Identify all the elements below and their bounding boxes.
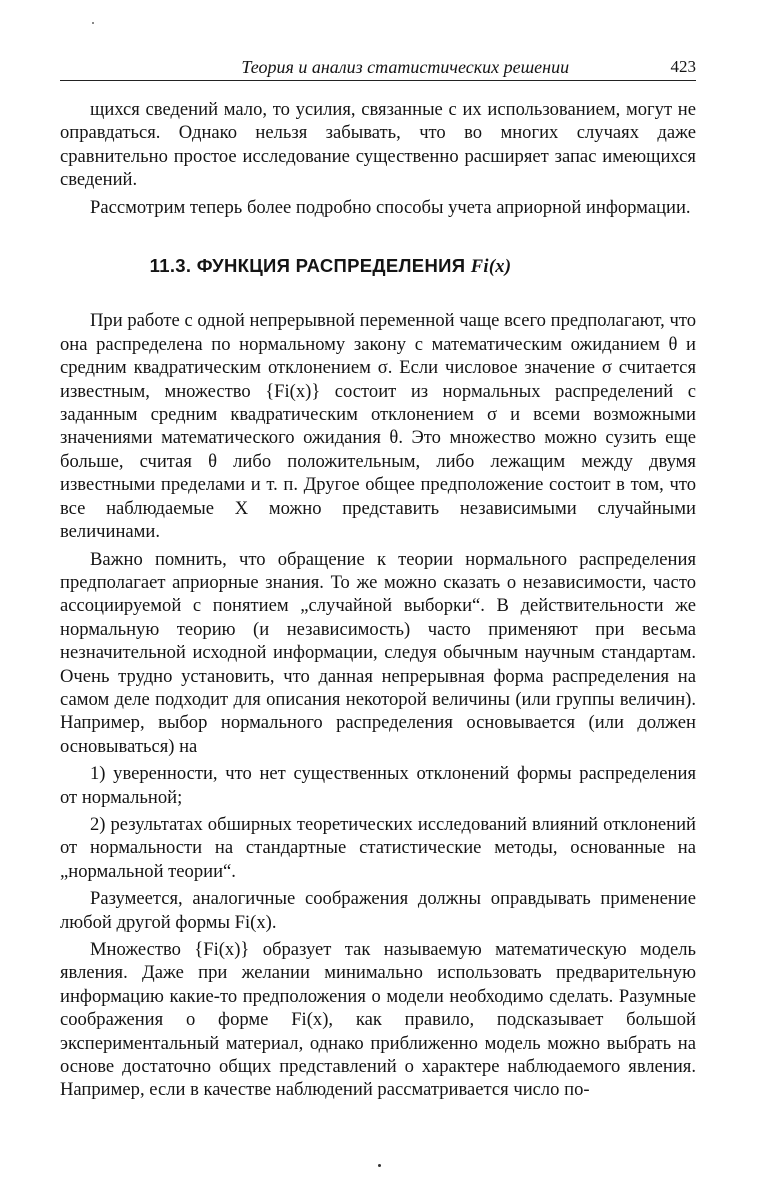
running-title: Теория и анализ статистических решении <box>241 57 570 77</box>
section-heading <box>60 254 696 279</box>
body-text <box>60 98 696 1102</box>
section-number: 11.3. <box>149 255 192 277</box>
paragraph: щихся сведений мало, то усилия, связанные с их использованием, могут не оправдаться. Однако нельзя забывать, что во многих случаях даже сравнительно простое исследование существенно расширяет запас имеющихся сведений. <box>60 99 696 191</box>
paragraph: Рассмотрим теперь более подробно способы учета априорной информации. <box>90 196 691 218</box>
page-number: 423 <box>670 57 696 76</box>
paragraph: Разумеется, аналогичные соображения должны оправдывать применение любой другой формы Fi(x). <box>60 888 696 933</box>
list-item: 2) результатах обширных теоретических исследований влияний отклонений от нормальности на стандартные статистические методы, основанные на „нормальной теории“. <box>60 813 696 882</box>
paragraph: Множество {Fi(x)} образует так называемую математическую модель явления. Даже при желании минимально использовать предварительную информацию какие-то предположения о модели необходимо сделать. Разумные соображения о форме Fi(x), как правило, подсказывает большой экспериментальный материал, однако приближенно модель можно выбрать на основе достаточно общих представлений о характере наблюдаемого явления. Например, если в качестве наблюдений рассматривается число по- <box>60 939 696 1101</box>
section-title: ФУНКЦИЯ РАСПРЕДЕЛЕНИЯ <box>196 255 466 277</box>
paragraph: Важно помнить, что обращение к теории нормального распределения предполагает априорные знания. То же можно сказать о независимости, часто ассоциируемой с понятием „случайной выборки“. В действительности же нормальную теорию (и независимость) часто применяют при весьма незначительной исходной информации, следуя обычным научным стандартам. Очень трудно установить, что данная непрерывная форма распределения на самом деле подходит для описания некоторой величины (или группы величин). Например, выбор нормального распределения основывается (или должен основываться) на <box>60 548 696 757</box>
scan-speck <box>92 22 94 24</box>
section-math: Fi(x) <box>470 257 512 278</box>
scan-dot <box>378 1164 381 1167</box>
paragraph: При работе с одной непрерывной переменной чаще всего предполагают, что она распределена по нормальному закону с математическим ожиданием θ и средним квадратическим отклонением σ. Если числовое значение σ считается известным, множество {Fi(x)} состоит из нормальных распределений с заданным средним квадратическим отклонением σ и всеми возможными значениями математического ожидания θ. Это множество можно сузить еще больше, считая θ либо положительным, либо лежащим между двумя известными пределами и т. п. Другое общее предположение состоит в том, что все наблюдаемые X можно представить независимыми случайными величинами. <box>60 310 696 543</box>
list-item: 1) уверенности, что нет существенных отклонений формы распределения от нормальной; <box>60 763 696 808</box>
running-head <box>60 56 696 78</box>
header-rule <box>60 80 696 81</box>
